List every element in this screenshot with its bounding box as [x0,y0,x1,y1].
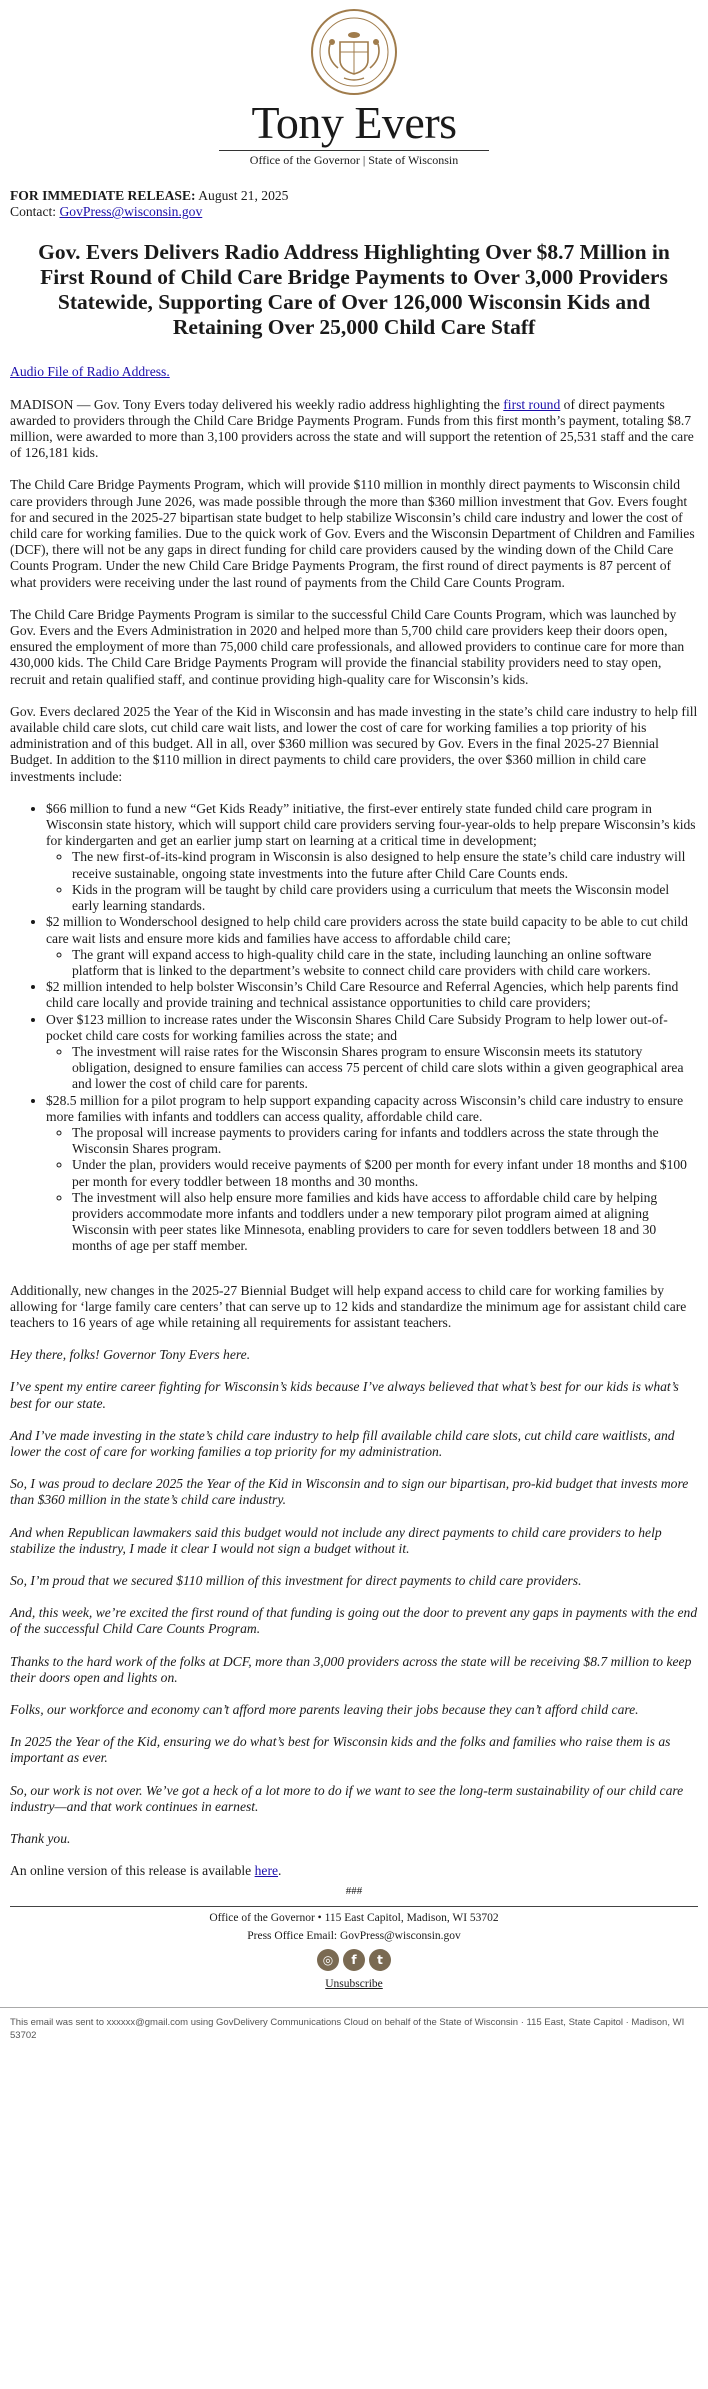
release-date-line [10,188,698,204]
online-version-line [10,1863,698,1879]
sub-list-item: ◦ The investment will also help ensure more families and kids have access to affordable child care by helping providers accommodate more infants and toddlers under a new temporary pilot program aimed at aligning Wisconsin with peer states like Minnesota, enabling providers to care for seven toddlers between 18 and 30 months of age per staff member. [72,1190,698,1255]
list-item [46,1093,698,1255]
instagram-icon[interactable]: ◎ [317,1949,339,1971]
contact-email-link[interactable]: GovPress@wisconsin.gov [59,204,203,220]
end-mark: ### [345,1885,363,1898]
transcript-line: Thank you. [10,1831,71,1847]
transcript-line: And when Republican lawmakers said this budget would not include any direct payments to child care providers to help stabilize the industry, I made it clear I would not sign a budget without it. [10,1524,662,1556]
social-links [10,1949,698,1971]
sub-list-item: ◦ The grant will expand access to high-quality child care in the state, including launching an online software platform that is linked to the department’s website to connect child care providers with child care workers. [72,947,698,979]
transcript-line: I’ve spent my entire career fighting for Wisconsin’s kids because I’ve always believed that what’s best for our kids is what’s best for our state. [10,1379,679,1411]
online-version-link[interactable]: here [254,1863,279,1879]
list-item-text: $2 million to Wonderschool designed to help child care providers across the state build capacity to be able to cut child care wait lists and ensure more kids and families have access to affordable child care; [46,914,688,946]
transcript-line: And I’ve made investing in the state’s child care industry to help fill available child care slots, cut child care waitlists, and lower the cost of care for working families a top priority for my administration. [10,1427,675,1459]
list-item-text: Over $123 million to increase rates under the Wisconsin Shares Child Care Subsidy Program to help lower out-of-pocket child care costs for working families across the state; and [46,1011,668,1043]
audio-file-link[interactable]: Audio File of Radio Address. [10,364,170,380]
intro-text-start: MADISON — Gov. Tony Evers today delivered his weekly radio address highlighting the [10,396,504,412]
online-text: An online version of this release is available [10,1863,255,1879]
year-of-kid-paragraph: Gov. Evers declared 2025 the Year of the Kid in Wisconsin and has made investing in the state’s child care industry to help fill available child care slots, cut child care wait lists, and lower the cost of care for working families a top priority of his administration and of this budget. All in all, over $360 million was secured by Gov. Evers in the final 2025-27 Biennial Budget. In addition to the $110 million in direct payments to child care providers, the over $360 million in child care investments include: [10,703,698,784]
release-body [0,188,708,1993]
sub-list-item: ◦ The new first-of-its-kind program in Wisconsin is also designed to help ensure the state’s child care industry will receive sustainable, ongoing state investments into the future after Child Care Counts ends. [72,849,698,881]
transcript-line: So, I was proud to declare 2025 the Year of the Kid in Wisconsin and to sign our bipartisan, pro-kid budget that invests more than $360 million in the state’s child care industry. [10,1476,689,1508]
sub-list-item: ◦ The investment will raise rates for the Wisconsin Shares program to ensure Wisconsin meets its statutory obligation, designed to ensure families can access 75 percent of child care slots within a given geographical area and lower the cost of child care for parents. [72,1044,698,1093]
additional-changes-paragraph: Additionally, new changes in the 2025-27 Biennial Budget will help expand access to child care for working families by allowing for ‘large family care centers’ that can serve up to 12 kids and standardize the minimum age for assistant child care teachers to 16 years of age while retaining all requirements for assistant teachers. [10,1282,687,1330]
office-subtitle: Office of the Governor | State of Wisconsin [219,150,489,168]
delivery-fine-print: This email was sent to xxxxxx@gmail.com using GovDelivery Communications Cloud on behalf of the State of Wisconsin · 115 East, State Capitol · Madison, WI 53702 [10,2016,685,2041]
list-item [46,801,698,914]
wisconsin-seal-icon [310,8,398,96]
contact-line [10,204,698,220]
similar-program-paragraph: The Child Care Bridge Payments Program is similar to the successful Child Care Counts Program, which was launched by Gov. Evers and the Evers Administration in 2020 and helped more than 5,700 child care providers keep their doors open, ensured the employment of more than 75,000 child care professionals, and allowed providers to continue care for more than 430,000 kids. The Child Care Bridge Payments Program will provide the financial stability providers need to stay open, recruit and retain qualified staff, and continue providing high-quality care for Wisconsin’s kids. [10,606,685,687]
footer-address: Office of the Governor • 115 East Capitol, Madison, WI 53702 [209,1911,499,1924]
twitter-icon[interactable]: t [369,1949,391,1971]
transcript-line: Folks, our workforce and economy can’t afford more parents leaving their jobs because they can’t afford child care. [10,1702,639,1718]
release-label: FOR IMMEDIATE RELEASE: [10,188,196,203]
radio-address-transcript [10,1347,698,1847]
intro-text-end: of direct payments awarded to providers through the Child Care Bridge Payments Program. Funds from this first month’s payment, totaling $8.7 million, were awarded to more than 3,100 providers across the state and will support the retention of 25,531 staff and the care of 126,181 kids. [10,396,694,461]
list-item-text: $66 million to fund a new “Get Kids Ready” initiative, the first-ever entirely state funded child care program in Wisconsin state history, which will support child care providers serving four-year-olds to help prepare Wisconsin’s kids for kindergarten and get an earlier jump start on learning at a critical time in development; [46,800,696,849]
list-item-text: $28.5 million for a pilot program to help support expanding capacity across Wisconsin’s child care industry to ensure more families with infants and toddlers can access quality, affordable child care. [46,1092,684,1124]
release-meta [10,188,698,220]
headline: Gov. Evers Delivers Radio Address Highlighting Over $8.7 Million in First Round of Child Care Bridge Payments to Over 3,000 Providers Statewide, Supporting Care of Over 126,000 Wisconsin Kids and Retaining Over 25,000 Child Care Staff [38,240,670,340]
release-date: August 21, 2025 [198,188,289,203]
transcript-line: Thanks to the hard work of the folks at DCF, more than 3,000 providers across the state will be receiving $8.7 million to keep their doors open and lights on. [10,1653,692,1685]
transcript-line: So, I’m proud that we secured $110 million of this investment for direct payments to child care providers. [10,1573,582,1588]
footer-divider [10,1906,698,1907]
sub-list-item: ◦ Under the plan, providers would receive payments of $200 per month for every infant under 18 months and $100 per month for every toddler between 18 months and 30 months. [72,1157,698,1189]
transcript-line: Hey there, folks! Governor Tony Evers here. [10,1347,251,1363]
list-item [46,1012,698,1093]
transcript-line: In 2025 the Year of the Kid, ensuring we do what’s best for Wisconsin kids and the folks and families who raise them is as important as ever. [10,1734,671,1766]
investments-list [10,801,698,1255]
governor-name: Tony Evers [251,97,457,148]
list-item [46,914,698,979]
sub-list-item: ◦ The proposal will increase payments to providers caring for infants and toddlers across the state through the Wisconsin Shares program. [72,1125,698,1157]
program-paragraph: The Child Care Bridge Payments Program, which will provide $110 million in monthly direct payments to Wisconsin child care providers through June 2026, was made possible through the more than $360 million investment that Gov. Evers fought for and secured in the 2025-27 bipartisan state budget to help stabilize Wisconsin’s child care industry and lower the cost of child care for working families. Due to the quick work of Gov. Evers and the Wisconsin Department of Children and Families (DCF), there will not be any gaps in direct funding for child care providers caused by the winding down of the Child Care Counts Program. Under the new Child Care Bridge Payments Program, the first round of direct payments is 87 percent of what providers were receiving under the last round of payments from the Child Care Counts Program. [10,477,695,590]
transcript-line: And, this week, we’re excited the first round of that funding is going out the door to prevent any gaps in payments with the end of the successful Child Care Counts Program. [10,1605,698,1637]
footer-email: Press Office Email: GovPress@wisconsin.gov [247,1929,461,1942]
unsubscribe-link[interactable]: Unsubscribe [325,1977,383,1990]
online-period: . [278,1863,282,1879]
letterhead [0,0,708,168]
intro-paragraph [10,397,698,462]
first-round-link[interactable]: first round [503,396,561,412]
list-item: • $2 million intended to help bolster Wisconsin’s Child Care Resource and Referral Agencies, which help parents find child care locally and provide training and technical assistance opportunities to child care providers; [46,979,698,1011]
transcript-line: So, our work is not over. We’ve got a heck of a lot more to do if we want to see the long-term sustainability of our child care industry—and that work continues in earnest. [10,1782,684,1814]
footer [10,1909,698,1993]
sub-list-item: ◦ Kids in the program will be taught by child care providers using a curriculum that meets the Wisconsin model early learning standards. [72,882,698,914]
facebook-icon[interactable]: f [343,1949,365,1971]
contact-label: Contact: [10,204,57,220]
